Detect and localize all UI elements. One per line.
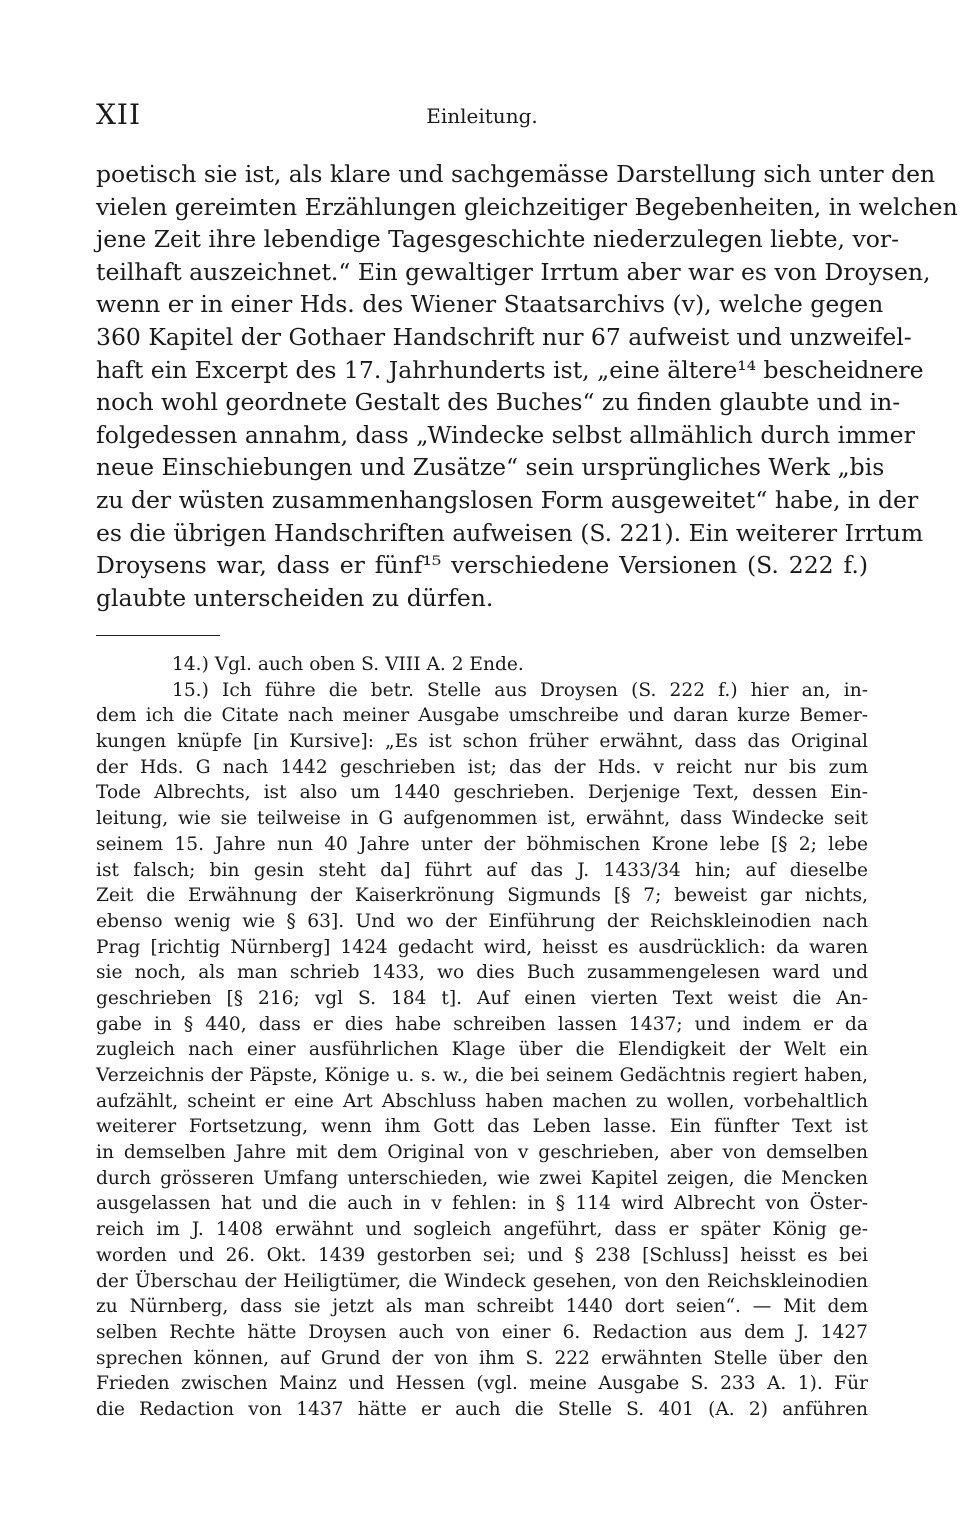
- footnote-line: sprechen können, auf Grund der von ihm S. 222 erwähnten Stelle über den: [96, 1347, 868, 1369]
- footnote-line: zugleich nach einer ausführlichen Klage über die Elendigkeit der Welt ein: [96, 1039, 868, 1061]
- footnote-line: sie noch, als man schrieb 1433, wo dies Buch zusammengelesen ward und: [96, 962, 868, 984]
- body-line: neue Einschiebungen und Zusätze“ sein ursprüngliches Werk „bis: [96, 453, 885, 482]
- footnote-line: 14.) Vgl. auch oben S. VIII A. 2 Ende.: [172, 654, 524, 675]
- footnote-line: Verzeichnis der Päpste, Könige u. s. w., die bei seinem Gedächtnis regiert haben,: [96, 1065, 868, 1086]
- footnote-line: Frieden zwischen Mainz und Hessen (vgl. meine Ausgabe S. 233 A. 1). Für: [96, 1373, 868, 1395]
- body-line: 360 Kapitel der Gothaer Handschrift nur 67 aufweist und unzweifel-: [96, 322, 912, 351]
- body-line: wenn er in einer Hds. des Wiener Staatsarchivs (v), welche gegen: [96, 290, 884, 319]
- body-line: es die übrigen Handschriften aufweisen (S. 221). Ein weiterer Irrtum: [96, 518, 924, 547]
- footnote-line: der Überschau der Heiligtümer, die Windeck gesehen, von den Reichskleinodien: [96, 1270, 868, 1292]
- running-head: Einleitung.: [426, 104, 538, 128]
- body-line: haft ein Excerpt des 17. Jahrhunderts ist, „eine ältere¹⁴ bescheidnere: [96, 355, 924, 384]
- footnote-line: in demselben Jahre mit dem Original von v geschrieben, aber von demselben: [96, 1142, 868, 1164]
- footnote-line: ist falsch; bin gesin steht da] führt auf das J. 1433/34 hin; auf dieselbe: [96, 859, 868, 881]
- footnote-line: ausgelassen hat und die auch in v fehlen: in § 114 wird Albrecht von Öster-: [96, 1193, 868, 1215]
- body-line: vielen gereimten Erzählungen gleichzeitiger Begebenheiten, in welchen: [96, 192, 958, 221]
- footnote-line: geschrieben [§ 216; vgl S. 184 t]. Auf einen vierten Text weist die An-: [96, 987, 868, 1009]
- footnote-line: reich im J. 1408 erwähnt und sogleich angeführt, dass er später König ge-: [96, 1219, 868, 1241]
- footnote-line: gabe in § 440, dass er dies habe schreiben lassen 1437; und indem er da: [96, 1013, 868, 1035]
- body-line: poetisch sie ist, als klare und sachgemässe Darstellung sich unter den: [96, 160, 936, 188]
- footnote-line: leitung, wie sie teilweise in G aufgenommen ist, erwähnt, dass Windecke seit: [96, 808, 868, 830]
- footnote-line: ebenso wenig wie § 63]. Und wo der Einführung der Reichskleinodien nach: [96, 910, 868, 932]
- footnote-line: Zeit die Erwähnung der Kaiserkrönung Sigmunds [§ 7; beweist gar nichts,: [96, 885, 868, 907]
- footnote-line: Tode Albrechts, ist also um 1440 geschrieben. Derjenige Text, dessen Ein-: [96, 782, 868, 804]
- footnote-line: 15.) Ich führe die betr. Stelle aus Droysen (S. 222 f.) hier an, in-: [172, 679, 868, 701]
- body-line: jene Zeit ihre lebendige Tagesgeschichte niederzulegen liebte, vor-: [96, 225, 900, 254]
- footnote-line: aufzählt, scheint er eine Art Abschluss haben machen zu wollen, vorbehaltlich: [96, 1090, 868, 1112]
- footnote-line: kungen knüpfe [in Kursive]: „Es ist schon früher erwähnt, dass das Original: [96, 731, 868, 753]
- footnote-line: der Hds. G nach 1442 geschrieben ist; das der Hds. v reicht nur bis zum: [96, 756, 868, 778]
- footnotes: [96, 652, 868, 1423]
- footnote-line: seinem 15. Jahre nun 40 Jahre unter der böhmischen Krone lebe [§ 2; lebe: [96, 833, 868, 855]
- body-line: glaubte unterscheiden zu dürfen.: [96, 583, 494, 612]
- page-header: [96, 98, 868, 134]
- footnote-line: zu Nürnberg, dass sie jetzt als man schreibt 1440 dort seien“. — Mit dem: [96, 1296, 868, 1318]
- footnote-separator: [96, 635, 220, 636]
- footnote-line: durch grösseren Umfang unterschieden, wie zwei Kapitel zeigen, die Mencken: [96, 1167, 868, 1189]
- body-line: noch wohl geordnete Gestalt des Buches“ zu finden glaubte und in-: [96, 388, 901, 417]
- footnote-line: selben Rechte hätte Droysen auch von einer 6. Redaction aus dem J. 1427: [96, 1321, 868, 1343]
- body-line: zu der wüsten zusammenhangslosen Form ausgeweitet“ habe, in der: [96, 485, 919, 514]
- footnote-line: Prag [richtig Nürnberg] 1424 gedacht wird, heisst es ausdrücklich: da waren: [96, 936, 868, 958]
- footnote-line: die Redaction von 1437 hätte er auch die Stelle S. 401 (A. 2) anführen: [96, 1398, 868, 1420]
- body-line: teilhaft auszeichnet.“ Ein gewaltiger Irrtum aber war es von Droysen,: [96, 257, 931, 286]
- footnote-line: dem ich die Citate nach meiner Ausgabe umschreibe und daran kurze Bemer-: [96, 705, 868, 727]
- body-line: folgedessen annahm, dass „Windecke selbst allmählich durch immer: [96, 420, 915, 449]
- footnote-line: weiterer Fortsetzung, wenn ihm Gott das Leben lasse. Ein fünfter Text ist: [96, 1116, 868, 1138]
- page-number: XII: [96, 98, 142, 131]
- body-line: Droysens war, dass er fünf¹⁵ verschiedene Versionen (S. 222 f.): [96, 551, 868, 580]
- footnote-line: worden und 26. Okt. 1439 gestorben sei; und § 238 [Schluss] heisst es bei: [96, 1244, 868, 1266]
- main-text: [96, 158, 958, 614]
